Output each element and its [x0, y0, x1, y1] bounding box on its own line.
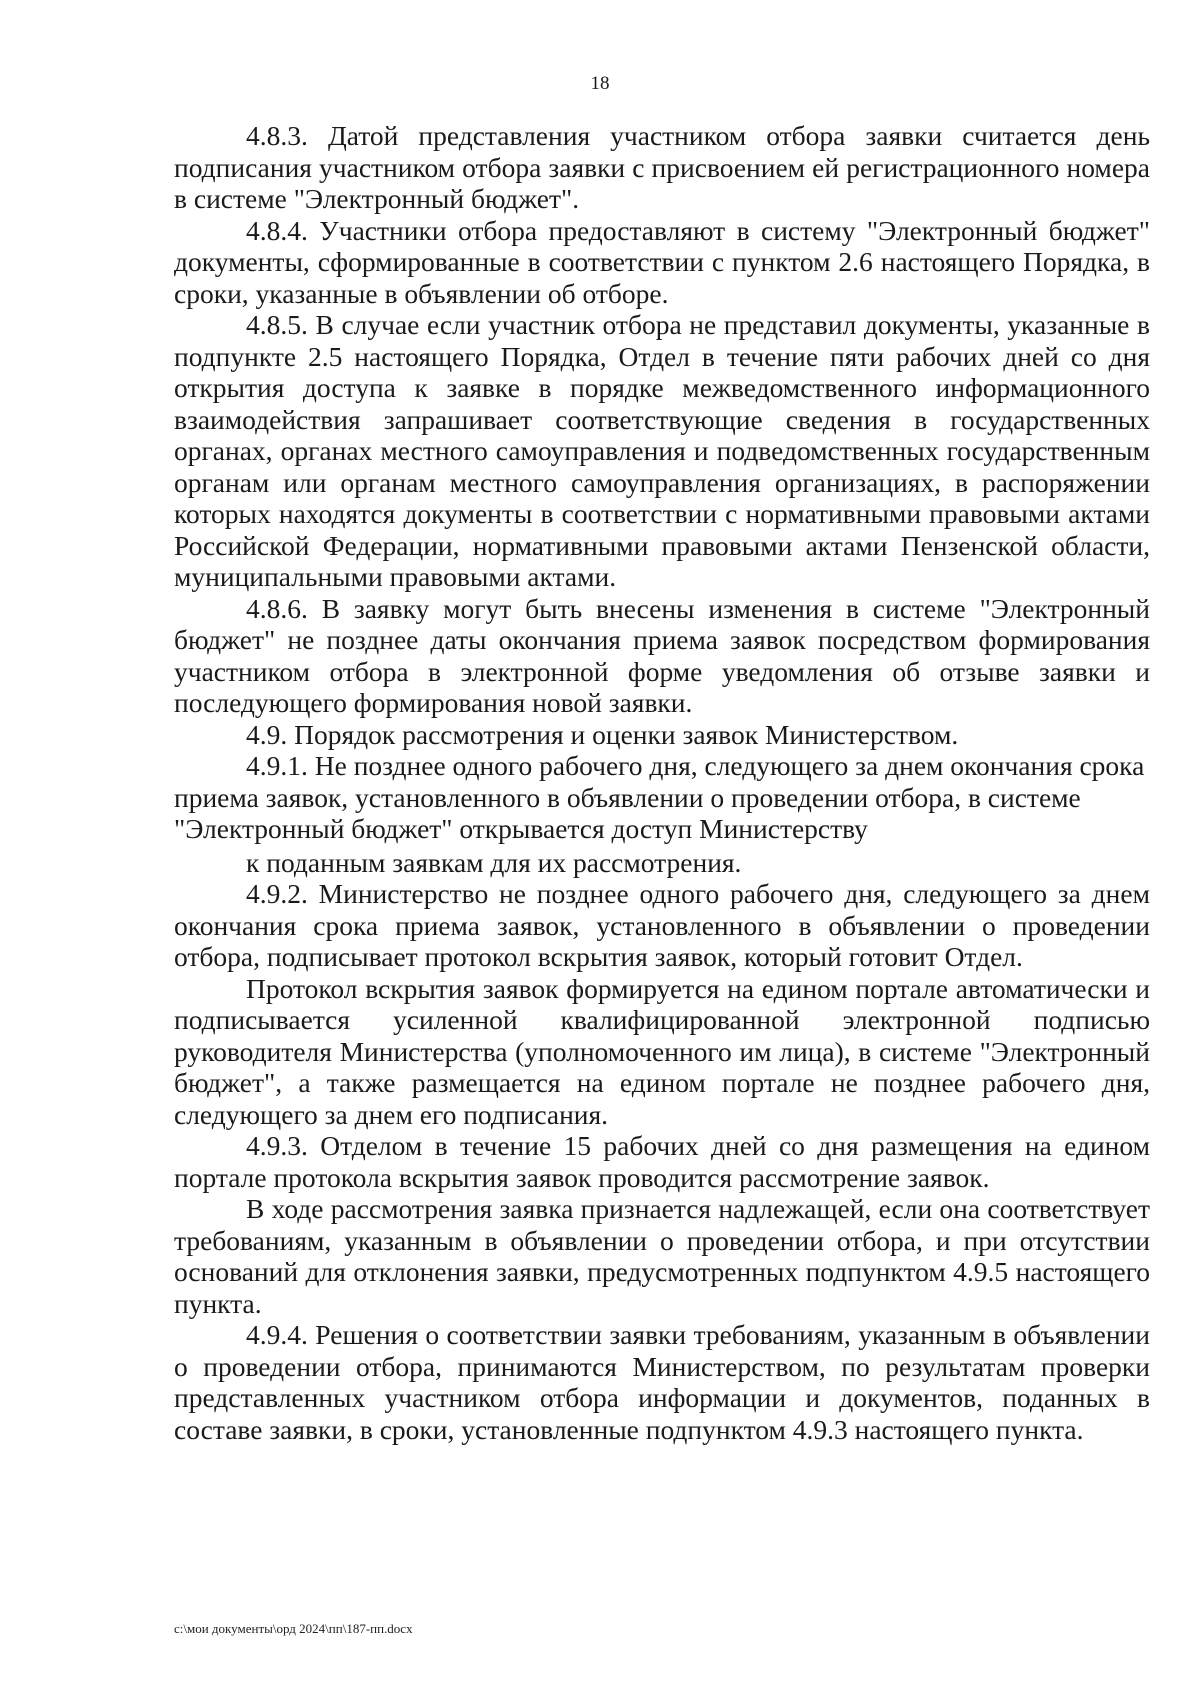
- file-path-footer: c:\мои документы\орд 2024\пп\187-пп.docx: [174, 1621, 413, 1636]
- paragraph-4-8-3: 4.8.3. Датой представления участником отбора заявки считается день подписания участником отбора заявки с присвоением ей регистрационного номера в системе "Электронный бюджет".: [174, 120, 1150, 214]
- paragraph-4-9-2: 4.9.2. Министерство не позднее одного рабочего дня, следующего за днем окончания срока приема заявок, установленного в объявлении о проведении отбора, подписывает протокол вскрытия заявок, который готовит Отдел.: [174, 878, 1150, 972]
- page-number: 18: [590, 73, 610, 94]
- paragraph-4-9-3: 4.9.3. Отделом в течение 15 рабочих дней со дня размещения на едином портале протокола вскрытия заявок проводится рассмотрение заявок.: [174, 1130, 1150, 1193]
- paragraph-4-9: 4.9. Порядок рассмотрения и оценки заявок Министерством.: [246, 718, 959, 750]
- paragraph-4-8-5: 4.8.5. В случае если участник отбора не представил документы, указанные в подпункте 2.5 настоящего Порядка, Отдел в течение пяти рабочих дней со дня открытия доступа к заявке в порядке межведомственного информационного взаимодействия запрашивает соответствующие сведения в государственных органах, органах местного самоуправления и подведомственных государственным органам или органам местного самоуправления организациях, в распоряжении которых находятся документы в соответствии с нормативными правовыми актами Российской Федерации, нормативными правовыми актами Пензенской области, муниципальными правовыми актами.: [174, 309, 1150, 592]
- paragraph-review: В ходе рассмотрения заявка признается надлежащей, если она соответствует требованиям, указанным в объявлении о проведении отбора, и при отсутствии оснований для отклонения заявки, предусмотренных подпунктом 4.9.5 настоящего пункта.: [174, 1193, 1150, 1319]
- paragraph-4-9-1: 4.9.1. Не позднее одного рабочего дня, следующего за днем окончания срока приема заявок, установленного в объявлении о проведении отбора, в системе "Электронный бюджет" открывается доступ Министерству: [174, 750, 1145, 844]
- paragraph-4-9-4: 4.9.4. Решения о соответствии заявки требованиям, указанным в объявлении о проведении отбора, принимаются Министерством, по результатам проверки представленных участником отбора информации и документов, поданных в составе заявки, в сроки, установленные подпунктом 4.9.3 настоящего пункта.: [174, 1319, 1150, 1445]
- document-body: [174, 120, 1150, 1445]
- paragraph-protocol: Протокол вскрытия заявок формируется на едином портале автоматически и подписывается усиленной квалифицированной электронной подписью руководителя Министерства (уполномоченного им лица), в системе "Электронный бюджет", а также размещается на едином портале не позднее рабочего дня, следующего за днем его подписания.: [174, 972, 1150, 1130]
- paragraph-4-8-4: 4.8.4. Участники отбора предоставляют в систему "Электронный бюджет" документы, сформированные в соответствии с пунктом 2.6 настоящего Порядка, в сроки, указанные в объявлении об отборе.: [174, 214, 1150, 309]
- paragraph-4-9-1-continuation: к поданным заявкам для их рассмотрения.: [246, 846, 742, 878]
- paragraph-4-8-6: 4.8.6. В заявку могут быть внесены изменения в системе "Электронный бюджет" не позднее даты окончания приема заявок посредством формирования участником отбора в электронной форме уведомления об отзыве заявки и последующего формирования новой заявки.: [174, 592, 1150, 718]
